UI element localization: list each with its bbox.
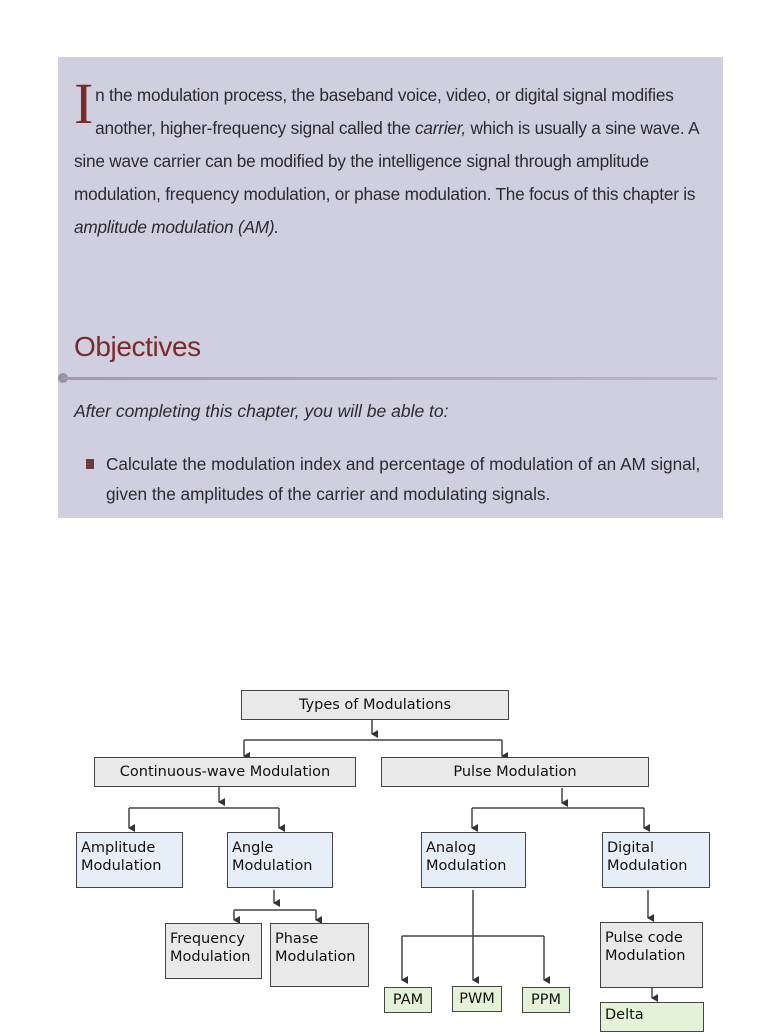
intro-am: amplitude modulation (AM). [74, 217, 279, 237]
phase-line-1: Phase [275, 931, 319, 947]
node-analog-modulation [421, 832, 526, 888]
bullet-square-icon [86, 459, 94, 469]
analog-line-1: Analog [426, 840, 477, 856]
drop-cap: I [74, 71, 94, 136]
modulation-types-diagram [64, 668, 724, 1024]
node-pam: PAM [384, 987, 432, 1013]
section-rule [62, 377, 717, 380]
node-ppm: PPM [522, 987, 570, 1013]
node-pwm: PWM [452, 986, 502, 1012]
pcm-line-1: Pulse code [605, 930, 683, 946]
frequency-line-1: Frequency [170, 931, 245, 947]
node-angle-modulation [227, 832, 333, 888]
node-pulse-modulation: Pulse Modulation [381, 757, 649, 787]
textbook-excerpt [58, 57, 723, 518]
frequency-line-2: Modulation [170, 949, 251, 965]
after-completing-text: After completing this chapter, you will be able to: [74, 401, 449, 421]
objective-bullet [86, 449, 706, 509]
node-types-of-modulations: Types of Modulations [241, 690, 509, 720]
pcm-line-2: Modulation [605, 948, 686, 964]
objective-text: Calculate the modulation index and percentage of modulation of an AM signal, given the amplitudes of the carrier and modulating signals. [106, 454, 701, 504]
phase-line-2: Modulation [275, 949, 356, 965]
node-digital-modulation [602, 832, 710, 888]
node-delta-modulation: Delta [600, 1002, 704, 1032]
digital-line-1: Digital [607, 840, 655, 856]
intro-paragraph [74, 71, 714, 244]
intro-text-2: which is usually a sine wave. A sine wave carrier can be modified by the intelligence signal through amplitude modulation, frequency modulation, or phase modulation. The focus of this chapter is [74, 118, 699, 204]
analog-line-2: Modulation [426, 858, 507, 874]
node-phase-modulation [270, 923, 369, 987]
node-frequency-modulation [165, 923, 262, 979]
angle-line-2: Modulation [232, 858, 313, 874]
node-continuous-wave: Continuous-wave Modulation [94, 757, 356, 787]
node-pulse-code-modulation [600, 922, 703, 988]
amplitude-line-1: Amplitude [81, 840, 156, 856]
intro-carrier: carrier, [415, 118, 466, 138]
digital-line-2: Modulation [607, 858, 688, 874]
objectives-heading: Objectives [74, 331, 201, 362]
amplitude-line-2: Modulation [81, 858, 162, 874]
intro-text-1: n the modulation process, the baseband voice, video, or digital signal modifies another, higher-frequency signal called the [95, 85, 674, 138]
node-amplitude-modulation [76, 832, 183, 888]
angle-line-1: Angle [232, 840, 274, 856]
